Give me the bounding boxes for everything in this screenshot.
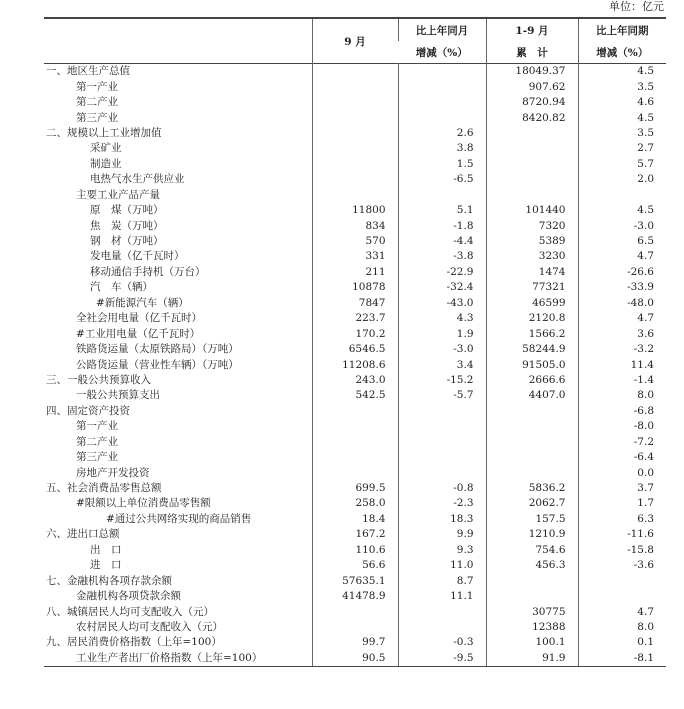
row-label: 九、居民消费价格指数（上年=100） (46, 636, 222, 649)
row-label: 主要工业产品产量 (76, 188, 160, 201)
table-row (44, 527, 666, 542)
row-label: 第三产业 (76, 111, 118, 124)
yoy-period-value: 11.4 (578, 357, 666, 372)
yoy-period-value: 5.7 (578, 157, 666, 172)
jan-sep-value: 18049.37 (486, 64, 578, 80)
jan-sep-value: 77321 (486, 280, 578, 295)
row-label: 金融机构各项贷款余额 (76, 590, 181, 603)
jan-sep-value (486, 126, 578, 141)
jan-sep-value: 2062.7 (486, 496, 578, 511)
yoy-month-value (398, 604, 486, 619)
september-value: 542.5 (312, 388, 398, 403)
yoy-month-value: 9.9 (398, 527, 486, 542)
yoy-period-value: 3.7 (578, 481, 666, 496)
row-label: 公路货运量（营业性车辆）（万吨） (76, 358, 239, 371)
september-value: 11800 (312, 203, 398, 218)
row-label: 四、固定资产投资 (46, 404, 130, 417)
yoy-period-value: 4.7 (578, 311, 666, 326)
row-label: #工业用电量（亿千瓦时） (76, 327, 201, 340)
table-body (44, 64, 666, 667)
row-label: 第二产业 (76, 96, 118, 109)
yoy-month-value: 3.4 (398, 357, 486, 372)
table-row (44, 218, 666, 233)
september-value (312, 435, 398, 450)
yoy-month-value: -43.0 (398, 296, 486, 311)
yoy-month-value: -0.3 (398, 635, 486, 650)
header-indicator (44, 18, 312, 64)
table-row (44, 296, 666, 311)
table-row (44, 558, 666, 573)
september-value (312, 157, 398, 172)
september-value: 6546.5 (312, 342, 398, 357)
yoy-period-value: -33.9 (578, 280, 666, 295)
september-value (312, 450, 398, 465)
yoy-period-value: 2.7 (578, 141, 666, 156)
yoy-period-value: 3.6 (578, 326, 666, 341)
yoy-month-value: 11.0 (398, 558, 486, 573)
jan-sep-value: 456.3 (486, 558, 578, 573)
table-row (44, 188, 666, 203)
yoy-period-value: 4.5 (578, 203, 666, 218)
yoy-month-value: -15.2 (398, 373, 486, 388)
header-jan-sep-cumulative: 累 计 (486, 41, 578, 64)
yoy-period-value: -1.4 (578, 373, 666, 388)
jan-sep-value: 100.1 (486, 635, 578, 650)
row-label: 二、规模以上工业增加值 (46, 126, 162, 139)
table-row (44, 373, 666, 388)
september-value: 167.2 (312, 527, 398, 542)
table-row (44, 172, 666, 187)
september-value (312, 95, 398, 110)
yoy-month-value: -9.5 (398, 651, 486, 667)
table-row (44, 512, 666, 527)
yoy-period-value: -48.0 (578, 296, 666, 311)
september-value (312, 419, 398, 434)
jan-sep-value: 30775 (486, 604, 578, 619)
yoy-month-value: -6.5 (398, 172, 486, 187)
yoy-period-value: 8.0 (578, 620, 666, 635)
jan-sep-value: 58244.9 (486, 342, 578, 357)
row-label: 铁路货运量（太原铁路局）（万吨） (76, 343, 239, 356)
jan-sep-value: 3230 (486, 249, 578, 264)
yoy-month-value: -3.8 (398, 249, 486, 264)
yoy-month-value (398, 465, 486, 480)
jan-sep-value (486, 435, 578, 450)
september-value: 170.2 (312, 326, 398, 341)
table-row (44, 357, 666, 372)
table-row (44, 95, 666, 110)
yoy-month-value: 1.9 (398, 326, 486, 341)
row-label: 制造业 (90, 157, 122, 170)
jan-sep-value: 1210.9 (486, 527, 578, 542)
yoy-period-value: -8.0 (578, 419, 666, 434)
statistics-table (44, 17, 666, 667)
row-label: 采矿业 (90, 142, 122, 155)
jan-sep-value: 91.9 (486, 651, 578, 667)
yoy-period-value: 4.7 (578, 604, 666, 619)
table-row (44, 465, 666, 480)
table-row (44, 620, 666, 635)
row-label: #限额以上单位消费品零售额 (76, 497, 211, 510)
header-september: 9 月 (312, 18, 398, 64)
yoy-period-value: 4.7 (578, 249, 666, 264)
yoy-month-value: -3.0 (398, 342, 486, 357)
yoy-period-value: 0.1 (578, 635, 666, 650)
row-label: 工业生产者出厂价格指数（上年=100） (44, 651, 312, 667)
yoy-period-value: -3.0 (578, 218, 666, 233)
yoy-month-value: 2.6 (398, 126, 486, 141)
row-label: 电热气水生产供应业 (90, 173, 185, 186)
table-row (44, 543, 666, 558)
row-label: 六、进出口总额 (46, 528, 120, 541)
yoy-month-value (398, 79, 486, 94)
jan-sep-value: 157.5 (486, 512, 578, 527)
september-value: 11208.6 (312, 357, 398, 372)
september-value (312, 404, 398, 419)
yoy-period-value: 6.5 (578, 234, 666, 249)
table-row (44, 157, 666, 172)
row-label: 一、地区生产总值 (46, 65, 130, 78)
jan-sep-value: 101440 (486, 203, 578, 218)
table-row (44, 589, 666, 604)
yoy-month-value: 11.1 (398, 589, 486, 604)
jan-sep-value: 907.62 (486, 79, 578, 94)
table-row (44, 388, 666, 403)
table-row (44, 280, 666, 295)
yoy-month-value (398, 419, 486, 434)
jan-sep-value: 5389 (486, 234, 578, 249)
table-row (44, 496, 666, 511)
row-label: 进 口 (90, 559, 122, 572)
row-label: 五、社会消费品零售总额 (46, 482, 162, 495)
yoy-period-value: -8.1 (578, 651, 666, 667)
table-row (44, 651, 666, 667)
yoy-month-value: 1.5 (398, 157, 486, 172)
table-row (44, 435, 666, 450)
yoy-period-value: 3.5 (578, 126, 666, 141)
yoy-month-value (398, 435, 486, 450)
yoy-period-value: -15.8 (578, 543, 666, 558)
september-value: 18.4 (312, 512, 398, 527)
row-label: 钢 材（万吨） (90, 235, 164, 248)
yoy-month-value: -0.8 (398, 481, 486, 496)
jan-sep-value (486, 589, 578, 604)
jan-sep-value: 2666.6 (486, 373, 578, 388)
september-value: 258.0 (312, 496, 398, 511)
september-value: 570 (312, 234, 398, 249)
yoy-month-value: 18.3 (398, 512, 486, 527)
jan-sep-value: 7320 (486, 218, 578, 233)
jan-sep-value (486, 141, 578, 156)
header-yoy-month: 比上年同月 (398, 18, 486, 41)
september-value: 99.7 (312, 635, 398, 650)
table-row (44, 481, 666, 496)
row-label: 第一产业 (76, 420, 118, 433)
september-value (312, 604, 398, 619)
september-value (312, 141, 398, 156)
yoy-period-value: 6.3 (578, 512, 666, 527)
header-yoy-period: 比上年同期 (578, 18, 666, 41)
september-value: 7847 (312, 296, 398, 311)
yoy-month-value: -1.8 (398, 218, 486, 233)
row-label: 农村居民人均可支配收入（元） (76, 620, 223, 633)
row-label: 一般公共预算支出 (76, 389, 160, 402)
yoy-period-value: 4.5 (578, 110, 666, 125)
row-label: 第二产业 (76, 435, 118, 448)
jan-sep-value: 5836.2 (486, 481, 578, 496)
yoy-period-value (578, 188, 666, 203)
yoy-month-value: -32.4 (398, 280, 486, 295)
september-value: 699.5 (312, 481, 398, 496)
september-value (312, 64, 398, 80)
jan-sep-value (486, 450, 578, 465)
jan-sep-value (486, 573, 578, 588)
jan-sep-value (486, 465, 578, 480)
jan-sep-value: 1474 (486, 265, 578, 280)
september-value: 243.0 (312, 373, 398, 388)
september-value (312, 110, 398, 125)
table-row (44, 450, 666, 465)
jan-sep-value: 91505.0 (486, 357, 578, 372)
yoy-month-value: -22.9 (398, 265, 486, 280)
table-header (44, 18, 666, 64)
september-value (312, 126, 398, 141)
september-value (312, 188, 398, 203)
yoy-period-value: 4.5 (578, 64, 666, 80)
september-value (312, 79, 398, 94)
yoy-month-value: 9.3 (398, 543, 486, 558)
yoy-month-value (398, 95, 486, 110)
row-label: 七、金融机构各项存款余额 (46, 574, 172, 587)
yoy-month-value: 5.1 (398, 203, 486, 218)
yoy-month-value: -4.4 (398, 234, 486, 249)
yoy-month-value: -2.3 (398, 496, 486, 511)
yoy-month-value (398, 620, 486, 635)
yoy-period-value: -26.6 (578, 265, 666, 280)
september-value: 56.6 (312, 558, 398, 573)
yoy-period-value: 2.0 (578, 172, 666, 187)
jan-sep-value (486, 172, 578, 187)
row-label: 汽 车（辆） (90, 281, 153, 294)
table-row (44, 64, 666, 80)
row-label: 第三产业 (76, 451, 118, 464)
yoy-period-value (578, 573, 666, 588)
row-label: 全社会用电量（亿千瓦时） (76, 312, 202, 325)
yoy-period-value: -3.2 (578, 342, 666, 357)
table-row (44, 203, 666, 218)
row-label: #新能源汽车（辆） (96, 296, 189, 309)
september-value: 331 (312, 249, 398, 264)
september-value: 41478.9 (312, 589, 398, 604)
row-label: 房地产开发投资 (76, 466, 150, 479)
table-row (44, 110, 666, 125)
jan-sep-value: 8420.82 (486, 110, 578, 125)
row-label: 原 煤（万吨） (90, 204, 164, 217)
table-row (44, 573, 666, 588)
row-label: #通过公共网络实现的商品销售 (106, 512, 252, 525)
september-value: 211 (312, 265, 398, 280)
september-value: 90.5 (312, 651, 398, 667)
jan-sep-value (486, 188, 578, 203)
unit-label: 单位：亿元 (609, 0, 664, 13)
yoy-period-value: 0.0 (578, 465, 666, 480)
table-row (44, 126, 666, 141)
yoy-period-value: 4.6 (578, 95, 666, 110)
row-label: 第一产业 (76, 80, 118, 93)
row-label: 移动通信手持机（万台） (90, 265, 206, 278)
yoy-month-value: 3.8 (398, 141, 486, 156)
table-row (44, 604, 666, 619)
table-row (44, 326, 666, 341)
yoy-period-value: -6.8 (578, 404, 666, 419)
yoy-month-value: 8.7 (398, 573, 486, 588)
yoy-period-value: 8.0 (578, 388, 666, 403)
header-jan-sep: 1-9 月 (486, 18, 578, 41)
september-value (312, 620, 398, 635)
yoy-period-value: -6.4 (578, 450, 666, 465)
jan-sep-value: 12388 (486, 620, 578, 635)
yoy-month-value (398, 450, 486, 465)
yoy-period-value: -7.2 (578, 435, 666, 450)
september-value: 834 (312, 218, 398, 233)
yoy-month-value: 4.3 (398, 311, 486, 326)
table-row (44, 635, 666, 650)
row-label: 焦 炭（万吨） (90, 219, 164, 232)
september-value: 57635.1 (312, 573, 398, 588)
row-label: 发电量（亿千瓦时） (90, 250, 185, 263)
september-value: 110.6 (312, 543, 398, 558)
yoy-period-value: -3.6 (578, 558, 666, 573)
jan-sep-value: 2120.8 (486, 311, 578, 326)
yoy-period-value (578, 589, 666, 604)
table-row (44, 419, 666, 434)
yoy-month-value (398, 188, 486, 203)
yoy-period-value: 1.7 (578, 496, 666, 511)
jan-sep-value (486, 404, 578, 419)
table-row (44, 265, 666, 280)
september-value (312, 465, 398, 480)
row-label: 出 口 (90, 543, 122, 556)
yoy-period-value: -11.6 (578, 527, 666, 542)
header-yoy-month-unit: 增减（%） (415, 46, 468, 59)
table-row (44, 234, 666, 249)
yoy-month-value (398, 110, 486, 125)
table-row (44, 79, 666, 94)
jan-sep-value: 4407.0 (486, 388, 578, 403)
jan-sep-value (486, 419, 578, 434)
table-row (44, 141, 666, 156)
jan-sep-value: 1566.2 (486, 326, 578, 341)
yoy-month-value: -5.7 (398, 388, 486, 403)
table-row (44, 404, 666, 419)
header-yoy-period-unit: 增减（%） (578, 41, 666, 64)
yoy-month-value (398, 404, 486, 419)
september-value: 10878 (312, 280, 398, 295)
september-value (312, 172, 398, 187)
jan-sep-value (486, 157, 578, 172)
september-value: 223.7 (312, 311, 398, 326)
row-label: 三、一般公共预算收入 (46, 373, 151, 386)
jan-sep-value: 754.6 (486, 543, 578, 558)
table-row (44, 311, 666, 326)
table-row (44, 342, 666, 357)
jan-sep-value: 46599 (486, 296, 578, 311)
jan-sep-value: 8720.94 (486, 95, 578, 110)
yoy-month-value (398, 64, 486, 80)
table-row (44, 249, 666, 264)
row-label: 八、城镇居民人均可支配收入（元） (46, 605, 214, 618)
yoy-period-value: 3.5 (578, 79, 666, 94)
